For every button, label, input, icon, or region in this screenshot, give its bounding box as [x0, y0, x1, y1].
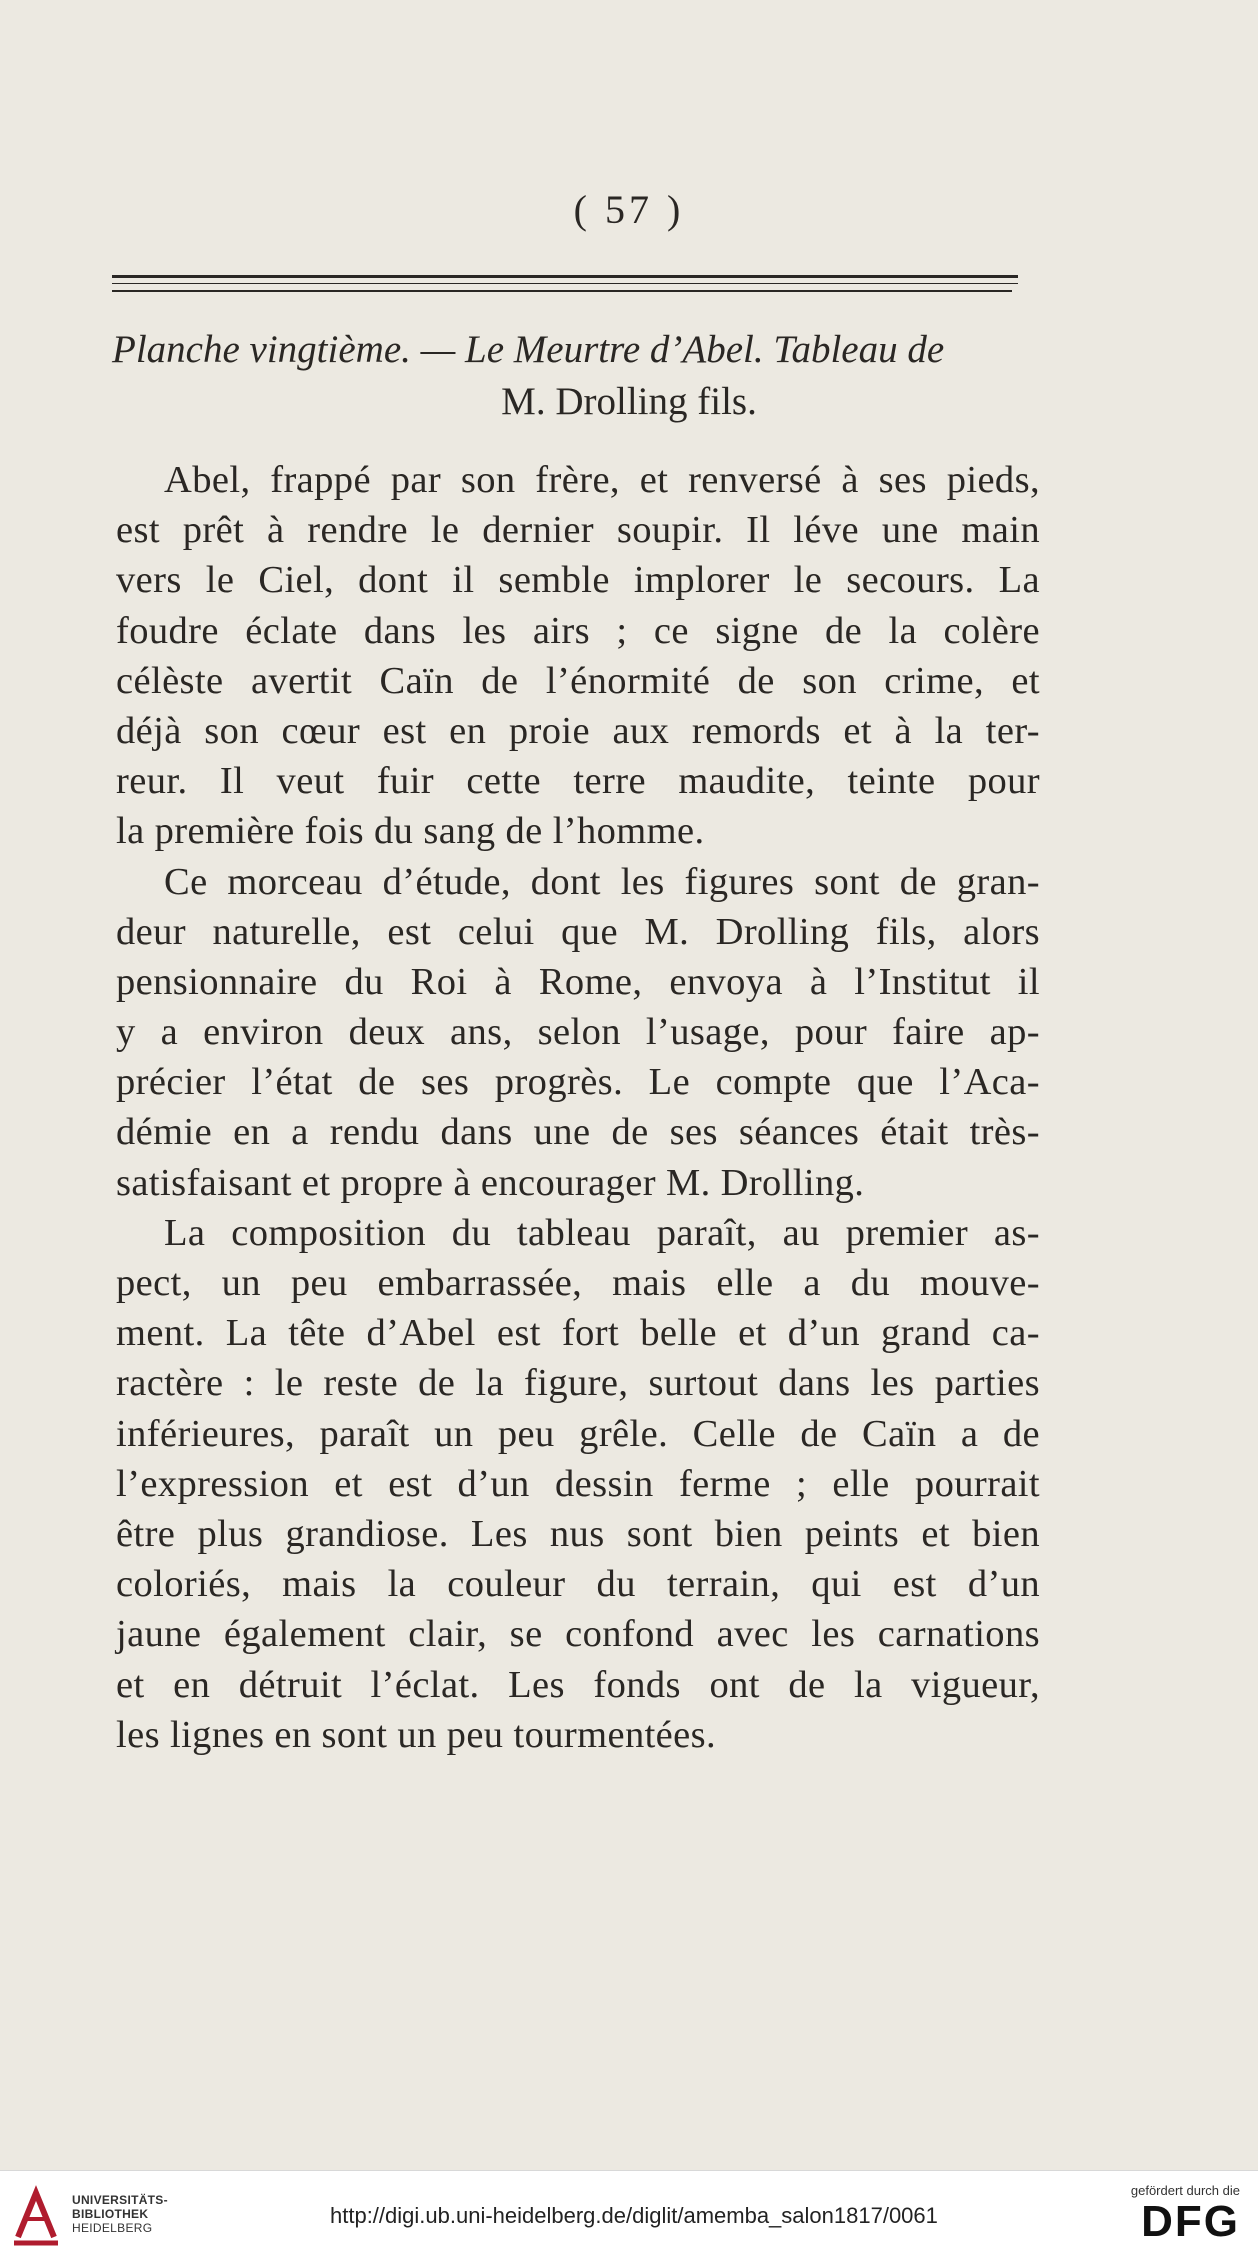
plate-heading-artist: M. Drolling fils.	[501, 380, 757, 423]
page-number: ( 57 )	[573, 187, 685, 232]
text-line: Abel, frappé par son frère, et renversé à ses pieds,	[164, 459, 1040, 501]
text-line: inférieures, paraît un peu grêle. Celle de Caïn a de	[116, 1412, 1040, 1455]
library-name-line: BIBLIOTHEK	[72, 2207, 149, 2221]
text-line: et en détruit l’éclat. Les fonds ont de la vigueur,	[116, 1663, 1040, 1706]
sponsor-note: gefördert durch die	[1130, 2183, 1240, 2198]
text-line: satisfaisant et propre à encourager M. Drolling.	[116, 1161, 865, 1204]
text-line: est prêt à rendre le dernier soupir. Il léve une main	[116, 509, 1040, 552]
text-line: Ce morceau d’étude, dont les figures sont de gran-	[164, 860, 1040, 903]
text-line: vers le Ciel, dont il semble implorer le secours. La	[116, 559, 1040, 602]
sponsor-block	[1131, 2183, 1240, 2246]
header-rule-bottom	[112, 290, 1012, 292]
text-line: deur naturelle, est celui que M. Drolling fils, alors	[116, 910, 1040, 953]
text-line: y a environ deux ans, selon l’usage, pour faire ap-	[116, 1011, 1040, 1054]
text-line: reur. Il veut fuir cette terre maudite, teinte pour	[116, 760, 1040, 803]
dfg-logo: DFG	[1141, 2197, 1240, 2246]
text-line: précier l’état de ses progrès. Le compte que l’Aca-	[116, 1061, 1040, 1104]
body-text	[116, 455, 1040, 1760]
text-line: la première fois du sang de l’homme.	[116, 810, 705, 853]
header-rule-thin	[112, 283, 1018, 284]
digitization-footer	[0, 2170, 1258, 2262]
text-line: jaune également clair, se confond avec les carnations	[116, 1613, 1040, 1656]
text-line: pect, un peu embarrassée, mais elle a du mouve-	[116, 1262, 1040, 1304]
text-line: ractère : le reste de la figure, surtout dans les parties	[116, 1362, 1040, 1405]
text-line: célèste avertit Caïn de l’énormité de son crime, et	[116, 659, 1040, 702]
library-name	[72, 2193, 168, 2235]
text-line: ment. La tête d’Abel est fort belle et d’un grand ca-	[116, 1312, 1040, 1355]
text-line: l’expression et est d’un dessin ferme ; elle pourrait	[116, 1462, 1040, 1505]
header-rule	[112, 275, 1018, 278]
text-line: foudre éclate dans les airs ; ce signe de la colère	[116, 609, 1040, 652]
plate-heading: Planche vingtième. — Le Meurtre d’Abel. Tableau de	[112, 328, 945, 371]
text-line: pensionnaire du Roi à Rome, envoya à l’Institut il	[116, 960, 1040, 1003]
text-line: démie en a rendu dans une de ses séances était très-	[116, 1111, 1040, 1154]
text-line: coloriés, mais la couleur du terrain, qui est d’un	[116, 1563, 1040, 1606]
text-line: déjà son cœur est en proie aux remords et à la ter-	[116, 709, 1040, 752]
text-line: être plus grandiose. Les nus sont bien peints et bien	[116, 1512, 1040, 1555]
page-url-link[interactable]: http://digi.ub.uni-heidelberg.de/diglit/amemba_salon1817/0061	[330, 2203, 938, 2228]
library-name-line: HEIDELBERG	[72, 2221, 153, 2235]
library-logo-icon	[10, 2185, 62, 2247]
text-line: les lignes en sont un peu tourmentées.	[116, 1713, 717, 1756]
library-name-line: UNIVERSITÄTS-	[72, 2193, 168, 2207]
text-line: La composition du tableau paraît, au premier as-	[164, 1211, 1040, 1254]
